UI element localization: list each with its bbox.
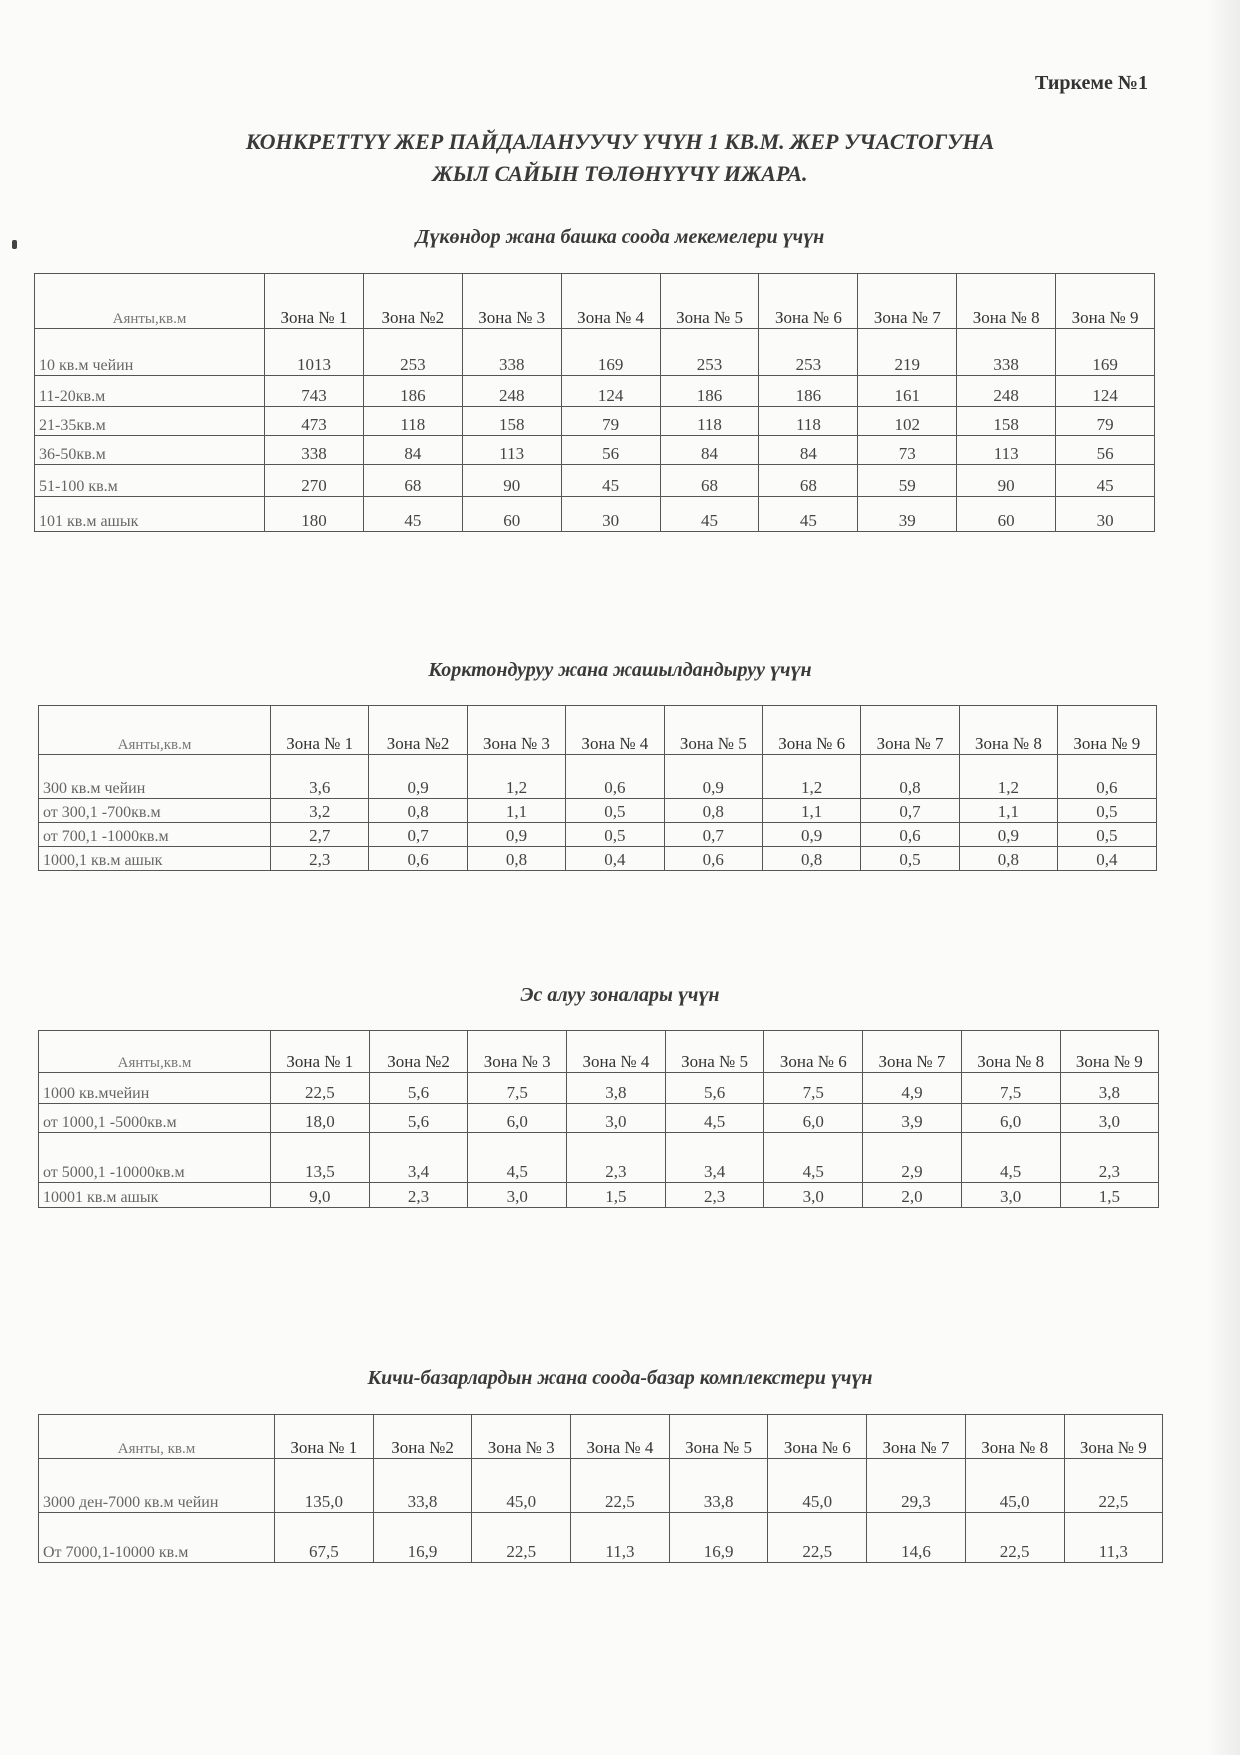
rate-cell: 45,0 — [472, 1459, 571, 1513]
column-header-zone: Зона № 3 — [462, 274, 561, 329]
rate-cell: 56 — [1056, 436, 1155, 465]
rate-cell: 2,0 — [863, 1183, 962, 1208]
column-header-zone: Зона № 8 — [965, 1415, 1064, 1459]
rate-cell: 1,1 — [959, 799, 1057, 823]
rate-cell: 0,9 — [959, 823, 1057, 847]
row-label: 11-20кв.м — [35, 376, 265, 407]
column-header-zone: Зона № 4 — [567, 1031, 666, 1073]
rate-cell: 743 — [265, 376, 364, 407]
column-header-area: Аянты,кв.м — [39, 706, 271, 755]
table-row — [35, 376, 1155, 407]
rate-cell: 0,6 — [664, 847, 762, 871]
rate-cell: 33,8 — [669, 1459, 768, 1513]
section-title-shops: Дүкөндор жана башка соода мекемелери үчүн — [415, 226, 825, 248]
rate-cell: 248 — [462, 376, 561, 407]
table-row — [35, 407, 1155, 436]
rate-cell: 3,0 — [567, 1104, 666, 1133]
table-row — [35, 436, 1155, 465]
rate-cell: 2,7 — [271, 823, 369, 847]
table-landscaping — [38, 705, 1157, 871]
column-header-zone: Зона № 9 — [1056, 274, 1155, 329]
rate-cell: 3,2 — [271, 799, 369, 823]
rate-cell: 169 — [561, 329, 660, 376]
rate-cell: 0,5 — [1058, 799, 1156, 823]
rate-cell: 161 — [858, 376, 957, 407]
rate-cell: 68 — [363, 465, 462, 497]
rate-cell: 45,0 — [965, 1459, 1064, 1513]
rate-cell: 13,5 — [271, 1133, 370, 1183]
column-header-zone: Зона № 9 — [1060, 1031, 1159, 1073]
annex-label: Тиркеме №1 — [1035, 72, 1148, 94]
rate-cell: 1,2 — [762, 755, 860, 799]
rate-cell: 22,5 — [571, 1459, 670, 1513]
column-header-area: Аянты,кв.м — [39, 1031, 271, 1073]
column-header-zone: Зона № 6 — [762, 706, 860, 755]
rate-cell: 73 — [858, 436, 957, 465]
rate-cell: 0,7 — [664, 823, 762, 847]
rate-cell: 14,6 — [867, 1513, 966, 1563]
rate-cell: 30 — [561, 497, 660, 532]
rate-cell: 0,7 — [861, 799, 959, 823]
rate-cell: 270 — [265, 465, 364, 497]
column-header-zone: Зона № 8 — [959, 706, 1057, 755]
rate-cell: 2,3 — [271, 847, 369, 871]
rate-cell: 253 — [363, 329, 462, 376]
rate-cell: 0,8 — [369, 799, 467, 823]
column-header-zone: Зона №2 — [369, 1031, 468, 1073]
header-row — [39, 1031, 1159, 1073]
rate-cell: 45 — [561, 465, 660, 497]
header-row — [39, 1415, 1163, 1459]
rate-cell: 45,0 — [768, 1459, 867, 1513]
rate-cell: 1,1 — [467, 799, 565, 823]
rate-cell: 1,1 — [762, 799, 860, 823]
rate-cell: 4,5 — [665, 1104, 764, 1133]
rate-cell: 338 — [957, 329, 1056, 376]
column-header-zone: Зона № 5 — [660, 274, 759, 329]
table-row — [39, 1133, 1159, 1183]
rate-cell: 60 — [957, 497, 1056, 532]
title-line-2: ЖЫЛ САЙЫН ТӨЛӨНҮҮЧҮ ИЖАРА. — [432, 161, 808, 186]
header-row — [35, 274, 1155, 329]
section-title-landscaping: Корктондуруу жана жашылдандыруу үчүн — [428, 659, 812, 681]
rate-cell: 2,3 — [1060, 1133, 1159, 1183]
rate-cell: 338 — [265, 436, 364, 465]
column-header-zone: Зона № 6 — [768, 1415, 867, 1459]
rate-cell: 113 — [957, 436, 1056, 465]
scan-edge-shadow — [1206, 0, 1240, 1755]
rate-cell: 0,6 — [861, 823, 959, 847]
rate-cell: 0,9 — [762, 823, 860, 847]
rate-cell: 16,9 — [373, 1513, 472, 1563]
table-row — [39, 755, 1157, 799]
rate-cell: 33,8 — [373, 1459, 472, 1513]
rate-cell: 67,5 — [275, 1513, 374, 1563]
rate-cell: 4,5 — [961, 1133, 1060, 1183]
rate-cell: 2,3 — [369, 1183, 468, 1208]
rate-cell: 124 — [1056, 376, 1155, 407]
rate-cell: 11,3 — [571, 1513, 670, 1563]
column-header-zone: Зона № 6 — [764, 1031, 863, 1073]
rate-cell: 0,5 — [861, 847, 959, 871]
rate-cell: 6,0 — [764, 1104, 863, 1133]
rate-cell: 186 — [660, 376, 759, 407]
column-header-zone: Зона №2 — [369, 706, 467, 755]
rate-cell: 5,6 — [369, 1073, 468, 1104]
column-header-zone: Зона № 8 — [957, 274, 1056, 329]
rate-cell: 6,0 — [468, 1104, 567, 1133]
column-header-zone: Зона № 7 — [867, 1415, 966, 1459]
row-label: 51-100 кв.м — [35, 465, 265, 497]
rate-cell: 169 — [1056, 329, 1155, 376]
rate-cell: 3,0 — [961, 1183, 1060, 1208]
rate-cell: 1013 — [265, 329, 364, 376]
rate-cell: 84 — [660, 436, 759, 465]
column-header-zone: Зона № 9 — [1058, 706, 1156, 755]
rate-cell: 4,9 — [863, 1073, 962, 1104]
rate-cell: 84 — [759, 436, 858, 465]
rate-cell: 68 — [759, 465, 858, 497]
row-label: 1000 кв.мчейин — [39, 1073, 271, 1104]
column-header-zone: Зона № 7 — [861, 706, 959, 755]
column-header-zone: Зона № 8 — [961, 1031, 1060, 1073]
column-header-zone: Зона № 3 — [468, 1031, 567, 1073]
rate-cell: 0,8 — [762, 847, 860, 871]
rate-cell: 22,5 — [965, 1513, 1064, 1563]
table-row — [39, 823, 1157, 847]
column-header-zone: Зона № 1 — [271, 706, 369, 755]
rate-cell: 1,2 — [959, 755, 1057, 799]
section-title-markets: Кичи-базарлардын жана соода-базар комплекстери үчүн — [367, 1367, 873, 1389]
rate-cell: 84 — [363, 436, 462, 465]
table-markets — [38, 1414, 1163, 1563]
row-label: 10 кв.м чейин — [35, 329, 265, 376]
rate-cell: 16,9 — [669, 1513, 768, 1563]
column-header-zone: Зона № 7 — [858, 274, 957, 329]
row-label: 101 кв.м ашык — [35, 497, 265, 532]
rate-cell: 0,7 — [369, 823, 467, 847]
rate-cell: 0,6 — [369, 847, 467, 871]
rate-cell: 0,8 — [861, 755, 959, 799]
rate-cell: 0,5 — [566, 823, 664, 847]
rate-cell: 7,5 — [468, 1073, 567, 1104]
rate-cell: 102 — [858, 407, 957, 436]
rate-cell: 4,5 — [468, 1133, 567, 1183]
rate-cell: 6,0 — [961, 1104, 1060, 1133]
rate-cell: 158 — [462, 407, 561, 436]
rate-cell: 0,8 — [959, 847, 1057, 871]
rate-cell: 22,5 — [472, 1513, 571, 1563]
rate-cell: 11,3 — [1064, 1513, 1163, 1563]
rate-cell: 118 — [660, 407, 759, 436]
column-header-zone: Зона №2 — [373, 1415, 472, 1459]
rate-cell: 45 — [1056, 465, 1155, 497]
rate-cell: 253 — [759, 329, 858, 376]
rate-cell: 3,6 — [271, 755, 369, 799]
row-label: от 300,1 -700кв.м — [39, 799, 271, 823]
rate-cell: 0,9 — [467, 823, 565, 847]
table-row — [39, 1513, 1163, 1563]
rate-cell: 1,5 — [1060, 1183, 1159, 1208]
table-shops — [34, 273, 1155, 532]
rate-cell: 7,5 — [764, 1073, 863, 1104]
rate-cell: 0,6 — [1058, 755, 1156, 799]
rate-cell: 0,8 — [664, 799, 762, 823]
column-header-zone: Зона № 1 — [271, 1031, 370, 1073]
rate-cell: 3,8 — [1060, 1073, 1159, 1104]
rate-cell: 0,9 — [369, 755, 467, 799]
column-header-zone: Зона № 3 — [467, 706, 565, 755]
table-row — [35, 465, 1155, 497]
rate-cell: 118 — [363, 407, 462, 436]
rate-cell: 9,0 — [271, 1183, 370, 1208]
title-line-1: КОНКРЕТТҮҮ ЖЕР ПАЙДАЛАНУУЧУ ҮЧҮН 1 КВ.М. ЖЕР УЧАСТОГУНА — [245, 129, 995, 154]
table-row — [39, 1073, 1159, 1104]
rate-cell: 1,2 — [467, 755, 565, 799]
rate-cell: 79 — [561, 407, 660, 436]
row-label: От 7000,1-10000 кв.м — [39, 1513, 275, 1563]
rate-cell: 3,8 — [567, 1073, 666, 1104]
rate-cell: 7,5 — [961, 1073, 1060, 1104]
rate-cell: 473 — [265, 407, 364, 436]
rate-cell: 3,0 — [1060, 1104, 1159, 1133]
rate-cell: 219 — [858, 329, 957, 376]
rate-cell: 2,3 — [665, 1183, 764, 1208]
rate-cell: 0,8 — [467, 847, 565, 871]
column-header-zone: Зона № 9 — [1064, 1415, 1163, 1459]
rate-cell: 22,5 — [768, 1513, 867, 1563]
row-label: 36-50кв.м — [35, 436, 265, 465]
row-label: от 5000,1 -10000кв.м — [39, 1133, 271, 1183]
rate-cell: 30 — [1056, 497, 1155, 532]
rate-cell: 3,0 — [468, 1183, 567, 1208]
rate-cell: 253 — [660, 329, 759, 376]
row-label: 3000 ден-7000 кв.м чейин — [39, 1459, 275, 1513]
row-label: 10001 кв.м ашык — [39, 1183, 271, 1208]
rate-cell: 56 — [561, 436, 660, 465]
rate-cell: 45 — [660, 497, 759, 532]
column-header-zone: Зона № 3 — [472, 1415, 571, 1459]
column-header-zone: Зона № 4 — [571, 1415, 670, 1459]
table-row — [35, 329, 1155, 376]
rate-cell: 59 — [858, 465, 957, 497]
rate-cell: 0,5 — [1058, 823, 1156, 847]
column-header-zone: Зона №2 — [363, 274, 462, 329]
rate-cell: 68 — [660, 465, 759, 497]
table-row — [39, 847, 1157, 871]
column-header-zone: Зона № 4 — [566, 706, 664, 755]
rate-cell: 135,0 — [275, 1459, 374, 1513]
column-header-zone: Зона № 6 — [759, 274, 858, 329]
rate-cell: 118 — [759, 407, 858, 436]
rate-cell: 0,5 — [566, 799, 664, 823]
row-label: от 700,1 -1000кв.м — [39, 823, 271, 847]
rate-cell: 1,5 — [567, 1183, 666, 1208]
rate-cell: 3,0 — [764, 1183, 863, 1208]
table-recreation — [38, 1030, 1159, 1208]
rate-cell: 338 — [462, 329, 561, 376]
rate-cell: 248 — [957, 376, 1056, 407]
rate-cell: 29,3 — [867, 1459, 966, 1513]
rate-cell: 0,4 — [1058, 847, 1156, 871]
column-header-area: Аянты,кв.м — [35, 274, 265, 329]
rate-cell: 3,9 — [863, 1104, 962, 1133]
row-label: 21-35кв.м — [35, 407, 265, 436]
rate-cell: 158 — [957, 407, 1056, 436]
rate-cell: 5,6 — [369, 1104, 468, 1133]
table-row — [39, 1183, 1159, 1208]
rate-cell: 45 — [363, 497, 462, 532]
rate-cell: 186 — [759, 376, 858, 407]
rate-cell: 4,5 — [764, 1133, 863, 1183]
section-title-recreation: Эс алуу зоналары үчүн — [520, 984, 720, 1006]
rate-cell: 124 — [561, 376, 660, 407]
rate-cell: 186 — [363, 376, 462, 407]
rate-cell: 180 — [265, 497, 364, 532]
row-label: 300 кв.м чейин — [39, 755, 271, 799]
rate-cell: 79 — [1056, 407, 1155, 436]
document-title — [0, 126, 1240, 190]
table-row — [35, 497, 1155, 532]
table-row — [39, 1459, 1163, 1513]
column-header-zone: Зона № 5 — [665, 1031, 764, 1073]
rate-cell: 39 — [858, 497, 957, 532]
rate-cell: 90 — [957, 465, 1056, 497]
rate-cell: 3,4 — [369, 1133, 468, 1183]
rate-cell: 18,0 — [271, 1104, 370, 1133]
column-header-area: Аянты, кв.м — [39, 1415, 275, 1459]
column-header-zone: Зона № 4 — [561, 274, 660, 329]
rate-cell: 60 — [462, 497, 561, 532]
row-label: 1000,1 кв.м ашык — [39, 847, 271, 871]
rate-cell: 0,6 — [566, 755, 664, 799]
rate-cell: 22,5 — [1064, 1459, 1163, 1513]
column-header-zone: Зона № 1 — [265, 274, 364, 329]
rate-cell: 3,4 — [665, 1133, 764, 1183]
rate-cell: 113 — [462, 436, 561, 465]
header-row — [39, 706, 1157, 755]
rate-cell: 90 — [462, 465, 561, 497]
rate-cell: 2,3 — [567, 1133, 666, 1183]
rate-cell: 0,4 — [566, 847, 664, 871]
table-row — [39, 1104, 1159, 1133]
table-row — [39, 799, 1157, 823]
rate-cell: 22,5 — [271, 1073, 370, 1104]
rate-cell: 0,9 — [664, 755, 762, 799]
rate-cell: 5,6 — [665, 1073, 764, 1104]
rate-cell: 45 — [759, 497, 858, 532]
rate-cell: 2,9 — [863, 1133, 962, 1183]
row-label: от 1000,1 -5000кв.м — [39, 1104, 271, 1133]
column-header-zone: Зона № 1 — [275, 1415, 374, 1459]
column-header-zone: Зона № 7 — [863, 1031, 962, 1073]
column-header-zone: Зона № 5 — [664, 706, 762, 755]
column-header-zone: Зона № 5 — [669, 1415, 768, 1459]
